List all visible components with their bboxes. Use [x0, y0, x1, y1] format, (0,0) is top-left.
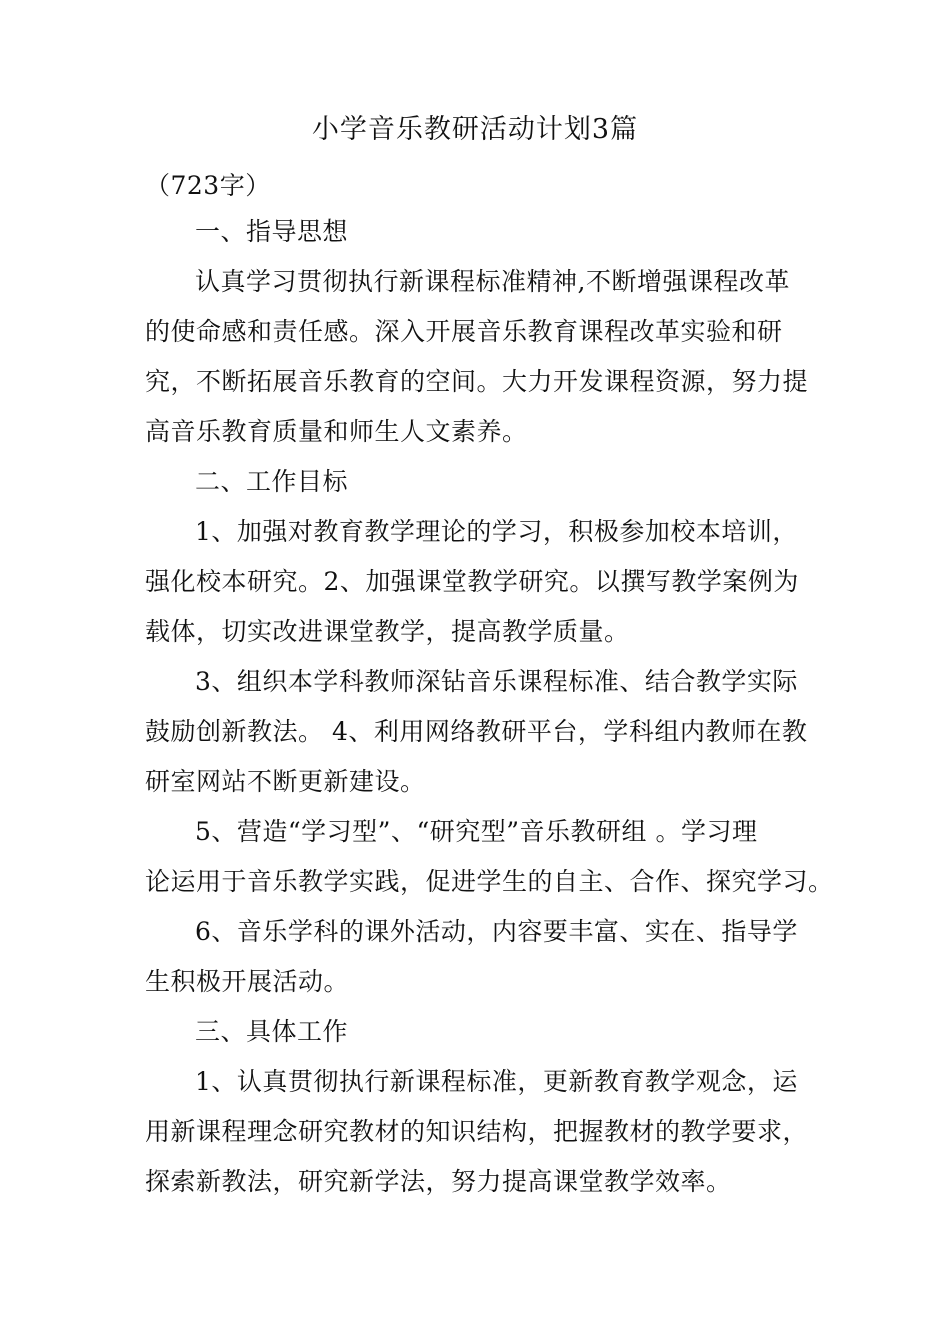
paragraph-line: 3、组织本学科教师深钻音乐课程标准、结合教学实际 [195, 667, 798, 696]
paragraph-line: 用新课程理念研究教材的知识结构，把握教材的教学要求， [145, 1117, 809, 1146]
paragraph-line: 研室网站不断更新建设。 [145, 767, 426, 796]
paragraph-line: 认真学习贯彻执行新课程标准精神,不断增强课程改革 [195, 267, 790, 296]
document-title: 小学音乐教研活动计划3篇 [311, 114, 639, 145]
paragraph-line: 鼓励创新教法。 4、利用网络教研平台，学科组内教师在教 [145, 717, 808, 746]
paragraph-line: 6、音乐学科的课外活动，内容要丰富、实在、指导学 [195, 917, 798, 946]
paragraph-line: 1、加强对教育教学理论的学习，积极参加校本培训， [195, 517, 798, 546]
paragraph-line: 高音乐教育质量和师生人文素养。 [145, 417, 528, 446]
paragraph-line: 1、认真贯彻执行新课程标准，更新教育教学观念，运 [195, 1067, 798, 1096]
paragraph-line: 5、营造“学习型”、“研究型”音乐教研组 。学习理 [195, 817, 758, 846]
section-heading-specific-work: 三、具体工作 [195, 1017, 349, 1046]
paragraph-line: 生积极开展活动。 [145, 967, 350, 996]
paragraph-line: 的使命感和责任感。深入开展音乐教育课程改革实验和研 [145, 317, 783, 346]
paragraph-line: 论运用于音乐教学实践，促进学生的自主、合作、探究学习。 [145, 867, 834, 896]
word-count: （723字） [145, 171, 271, 200]
paragraph-line: 究，不断拓展音乐教育的空间。大力开发课程资源，努力提 [145, 367, 809, 396]
section-heading-work-goals: 二、工作目标 [195, 467, 349, 496]
section-heading-guiding-thought: 一、指导思想 [195, 217, 349, 246]
paragraph-line: 探索新教法，研究新学法，努力提高课堂教学效率。 [145, 1167, 732, 1196]
paragraph-line: 载体，切实改进课堂教学，提高教学质量。 [145, 617, 630, 646]
paragraph-line: 强化校本研究。2、加强课堂教学研究。以撰写教学案例为 [145, 567, 799, 596]
